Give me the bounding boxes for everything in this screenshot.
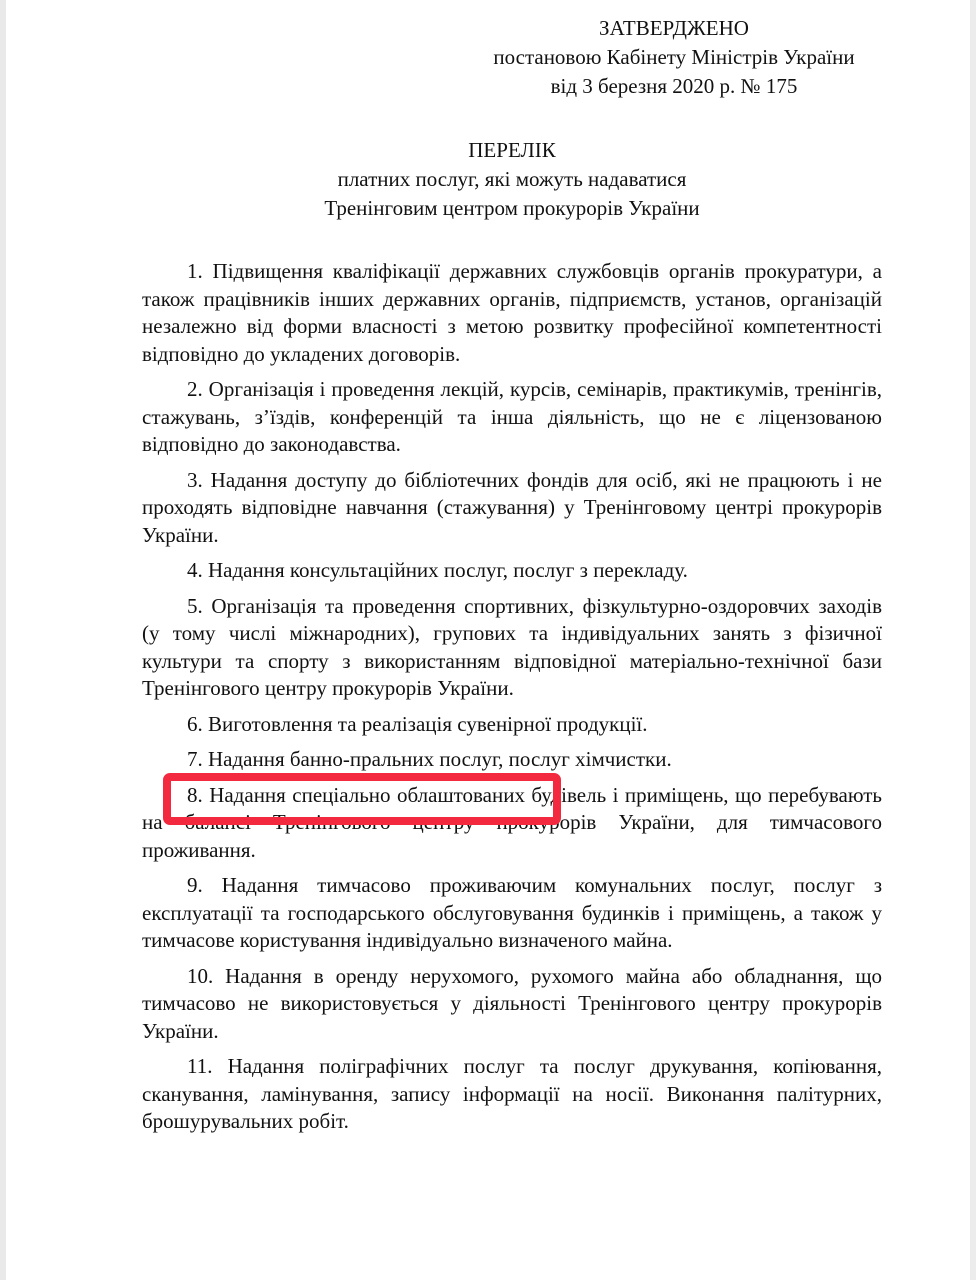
page-right-edge [970,0,976,1280]
list-item: 11. Надання поліграфічних послуг та послуг друкування, копіювання, сканування, ламінування, запису інформації на носії. Виконання палітурних, брошурувальних робіт. [142,1054,882,1133]
list-item: 10. Надання в оренду нерухомого, рухомого майна або обладнання, що тимчасово не використовується у діяльності Тренінгового центру прокурорів України. [142,963,882,1043]
document-title [142,136,882,223]
title-subtitle-line2: Тренінговим центром прокурорів України [324,196,700,220]
list-item: 2. Організація і проведення лекцій, курсів, семінарів, практикумів, тренінгів, стажувань, з’їздів, конференцій та інша діяльність, що не є ліцензованою відповідно до законодавства. [142,377,882,456]
list-item: 7. Надання банно-пральних послуг, послуг хімчистки. [187,747,672,771]
list-item: 5. Організація та проведення спортивних, фізкультурно-оздоровчих заходів (у тому числі міжнародних), групових та індивідуальних занять з фізичної культури та спорту з використанням відповідної матеріально-технічної бази Тренінгового центру прокурорів України. [142,593,882,700]
list-item: 3. Надання доступу до бібліотечних фондів для осіб, які не працюють і не проходять відповідне навчання (стажування) у Тренінговому центрі прокурорів України. [142,467,882,547]
resolution-line: постановою Кабінету Міністрів України [493,45,855,69]
page-left-edge [0,0,6,1280]
highlight-box [163,773,561,825]
services-list [142,258,882,1144]
list-item: 9. Надання тимчасово проживаючим комунальних послуг, послуг з експлуатації та господарського обслуговування будинків і приміщень, а також у тимчасове користування індивідуально визначеного майна. [142,873,882,952]
title-heading: ПЕРЕЛІК [468,138,556,162]
list-item: 8. Надання спеціально облаштованих будівель і приміщень, що перебувають на балансі Тренінгового центру прокурорів України, для тимчасового проживання. [142,782,882,862]
title-subtitle-line1: платних послуг, які можуть надаватися [337,167,687,191]
list-item: 6. Виготовлення та реалізація сувенірної продукції. [187,711,648,736]
approved-label: ЗАТВЕРДЖЕНО [599,16,749,40]
approval-stamp [464,14,884,101]
list-item: 1. Підвищення кваліфікації державних службовців органів прокуратури, а також працівників інших державних органів, підприємств, установ, організацій незалежно від форми власності з метою розвитку професійної компетентності відповідно до укладених договорів. [142,259,882,366]
resolution-date: від 3 березня 2020 р. № 175 [550,74,798,98]
list-item: 4. Надання консультаційних послуг, послуг з перекладу. [187,558,688,582]
